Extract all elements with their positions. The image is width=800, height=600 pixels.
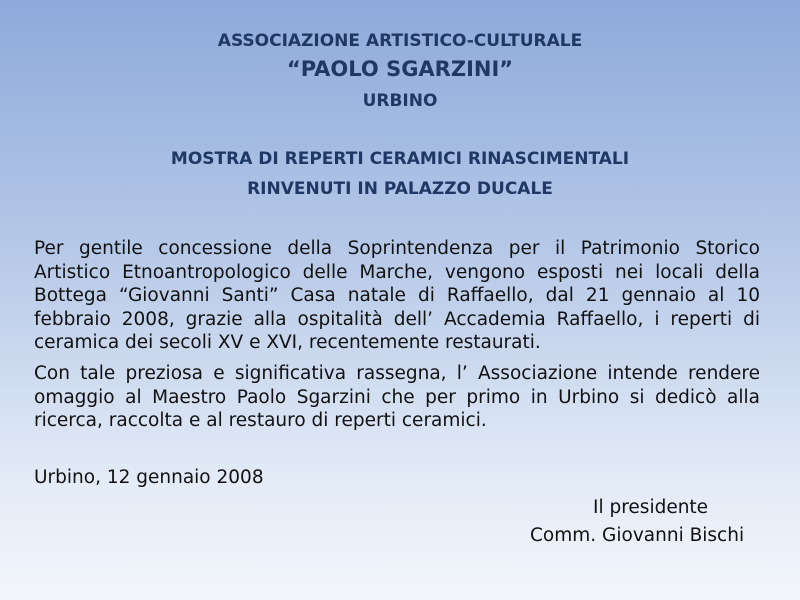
body-paragraph-1: Per gentile concessione della Soprintendenza per il Patrimonio Storico Artistico Etnoantropologico delle Marche, vengono esposti nei locali della Bottega “Giovanni Santi” Casa natale di Raffaello, dal 21 gennaio al 10 febbraio 2008, grazie alla ospitalità dell’ Accademia Raffaello, i reperti di ceramica dei secoli XV e XVI, recentemente restaurati. xyxy=(34,238,760,353)
exhibition-title-line2: RINVENUTI IN PALAZZO DUCALE xyxy=(247,179,553,199)
exhibition-title-line1: MOSTRA DI REPERTI CERAMICI RINASCIMENTALI xyxy=(170,149,630,169)
association-title: ASSOCIAZIONE ARTISTICO-CULTURALE xyxy=(217,31,583,51)
association-name: “PAOLO SGARZINI” xyxy=(286,57,514,81)
city-name: URBINO xyxy=(362,91,438,111)
body-paragraph-2: Con tale preziosa e significativa rassegna, l’ Associazione intende rendere omaggio al Maestro Paolo Sgarzini che per primo in Urbino si dedicò alla ricerca, raccolta e al restauro di reperti ceramici. xyxy=(34,363,760,431)
signature-name: Comm. Giovanni Bischi xyxy=(530,525,745,546)
signature-title: Il presidente xyxy=(593,497,709,518)
place-date: Urbino, 12 gennaio 2008 xyxy=(34,467,264,488)
